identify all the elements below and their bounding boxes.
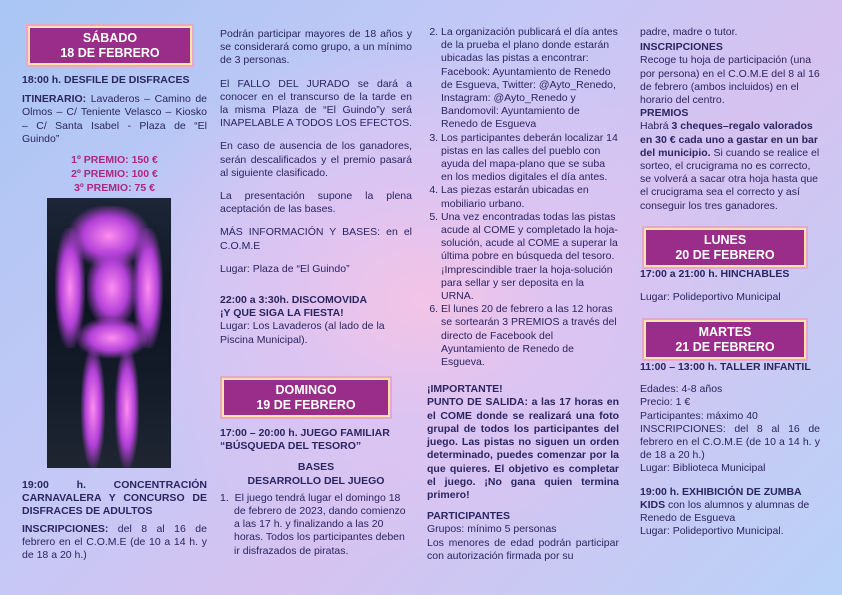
workshop-inscriptions: INSCRIPCIONES: del 8 al 16 de febrero en el C.O.M.E (de 10 a 14 h. y de 18 a 20 h.)	[640, 422, 820, 462]
jury-rule: El FALLO DEL JURADO se dará a conocer en el transcurso de la tarde en la misma Plaza de “El Guindo”y será INAPELABLE A TODOS LOS EFECTOS.	[220, 77, 412, 130]
inscriptions-text: Recoge tu hoja de participación (una por persona) en el C.O.M.E del 8 al 16 de febrero (ambos incluidos) en el horario del centro.	[640, 54, 820, 107]
bases-heading: BASES	[297, 461, 335, 474]
workshop-price: Precio: 1 €	[640, 396, 691, 409]
minors-text: Los menores de edad podrán participar con autorización firmada por su	[427, 536, 619, 562]
parade-title: 18:00 h. DESFILE DE DISFRACES	[22, 74, 190, 86]
costume-photo	[47, 198, 171, 468]
prizes-label: PREMIOS	[640, 107, 689, 120]
absence-rule: En caso de ausencia de los ganadores, serán descalificados y el premio pasará al siguiente clasificado.	[220, 140, 412, 179]
place: Lugar: Plaza de “El Guindo”	[220, 262, 350, 275]
more-info: MÁS INFORMACIÓN Y BASES: en el C.O.M.E	[220, 226, 412, 252]
inflatables-place: Lugar: Polideportivo Municipal	[640, 291, 781, 304]
disco-subtitle: ¡Y QUE SIGA LA FIESTA!	[220, 307, 344, 320]
important-text: PUNTO DE SALIDA: a las 17 horas en el COME donde se realizará una foto grupal de todos los participantes del juego. Las pistas no siguen un orden determinado, puedes comenzar por la que quieres. El objetivo es completar el juego. ¡No gana quien termina primero!	[427, 396, 619, 501]
game-subtitle: “BÚSQUEDA DEL TESORO”	[220, 440, 362, 453]
bases-subheading: DESARROLLO DEL JUEGO	[247, 474, 385, 487]
workshop-place: Lugar: Biblioteca Municipal	[640, 462, 766, 475]
rule-4: 4. Las piezas estarán ubicadas en mobiliario urbano.	[441, 184, 619, 210]
disco-place: Lugar: Los Lavaderos (al lado de la Piscina Municipal).	[220, 320, 385, 346]
prize-list: 1º PREMIO: 150 € 2º PREMIO: 100 € 3º PREMIO: 75 €	[71, 154, 158, 194]
itinerary: ITINERARIO: Lavaderos – Camino de Olmos – C/ Teniente Velasco – Kiosko – C/ Santa Isabel - Plaza de “El Guindo”	[22, 93, 207, 145]
workshop-ages: Edades: 4-8 años	[640, 383, 723, 396]
disco-title: 22:00 a 3:30h. DISCOMOVIDA	[220, 294, 368, 307]
rule-3: 3. Los participantes deberán localizar 14 pistas en las calles del pueblo con ayuda del mapa-plano que se suba en los medios digitales el día antes.	[441, 132, 619, 185]
monday-header: LUNES 20 DE FEBRERO	[644, 228, 806, 267]
inscriptions-label: INSCRIPCIONES	[640, 41, 723, 54]
acceptance-rule: La presentación supone la plena aceptación de las bases.	[220, 190, 412, 216]
rules-list	[427, 26, 619, 369]
minors-cont: padre, madre o tutor.	[640, 26, 738, 38]
saturday-header: SÁBADO 18 DE FEBRERO	[28, 26, 192, 65]
participants-rule: Podrán participar mayores de 18 años y se considerará como grupo, a un mínimo de 3 personas.	[220, 28, 412, 67]
participants-label: PARTICIPANTES	[427, 510, 511, 523]
important-label: ¡IMPORTANTE!	[427, 383, 503, 396]
inflatables-title: 17:00 a 21:00 h. HINCHABLES	[640, 268, 790, 280]
zumba-place: Lugar: Polideportivo Municipal.	[640, 525, 784, 538]
concentration-title: 19:00 h. CONCENTRACIÓN CARNAVALERA Y CONCURSO DE DISFRACES DE ADULTOS	[22, 479, 207, 518]
zumba-title: 19:00 h. EXHIBICIÓN DE ZUMBA KIDS con los alumnos y alumnas de Renedo de Esgueva	[640, 485, 810, 525]
sunday-header: DOMINGO 19 DE FEBRERO	[222, 378, 390, 417]
rule-1: 1. El juego tendrá lugar el domingo 18 de febrero de 2023, dando comienzo a las 17 h. y finalizando a las 20 horas. Todos los participantes deben ir disfrazados de piratas.	[220, 491, 406, 557]
game-title: 17:00 – 20:00 h. JUEGO FAMILIAR	[220, 427, 390, 439]
rule-2: 2. La organización publicará el día antes de la prueba el plano donde estarán ubicadas las pistas a encontrar: Facebook: Ayuntamiento de Renedo de Esgueva, Twitter: @Ayto_Renedo, Instagram: @Ayto_Renedo y Bandomovil: Ayuntamiento de Renedo de Esgueva	[441, 26, 619, 132]
workshop-title: 11:00 – 13:00 h. TALLER INFANTIL	[640, 361, 811, 373]
rule-5: 5. Una vez encontradas todas las pistas acude al COME y completado la hoja-solución, acude al COME a superar la última pobre en búsqueda del tesoro. ¡Imprescindible traer la hoja-solución para sellar y ser deposita en la URNA.	[441, 211, 619, 303]
rule-6: 6. El lunes 20 de febrero a las 12 horas se sortearán 3 PREMIOS a través del directo de Facebook del Ayuntamiento de Renedo de Esgueva.	[441, 303, 619, 369]
workshop-participants: Participantes: máximo 40	[640, 409, 758, 422]
participants-text: Grupos: mínimo 5 personas	[427, 523, 557, 536]
tuesday-header: MARTES 21 DE FEBRERO	[644, 320, 806, 359]
prizes-text: Habrá 3 cheques–regalo valorados en 30 € cada uno a gastar en un bar del municipio. Si cuando se realice el sorteo, el crucigrama no es correcto, se volverá a sacar otra hoja hasta que el crucigrama sea el correcto y así conseguir los tres ganadores.	[640, 120, 820, 212]
concentration-inscriptions: INSCRIPCIONES: del 8 al 16 de febrero en el C.O.M.E (de 10 a 14 h. y de 18 a 20 h.)	[22, 522, 207, 562]
